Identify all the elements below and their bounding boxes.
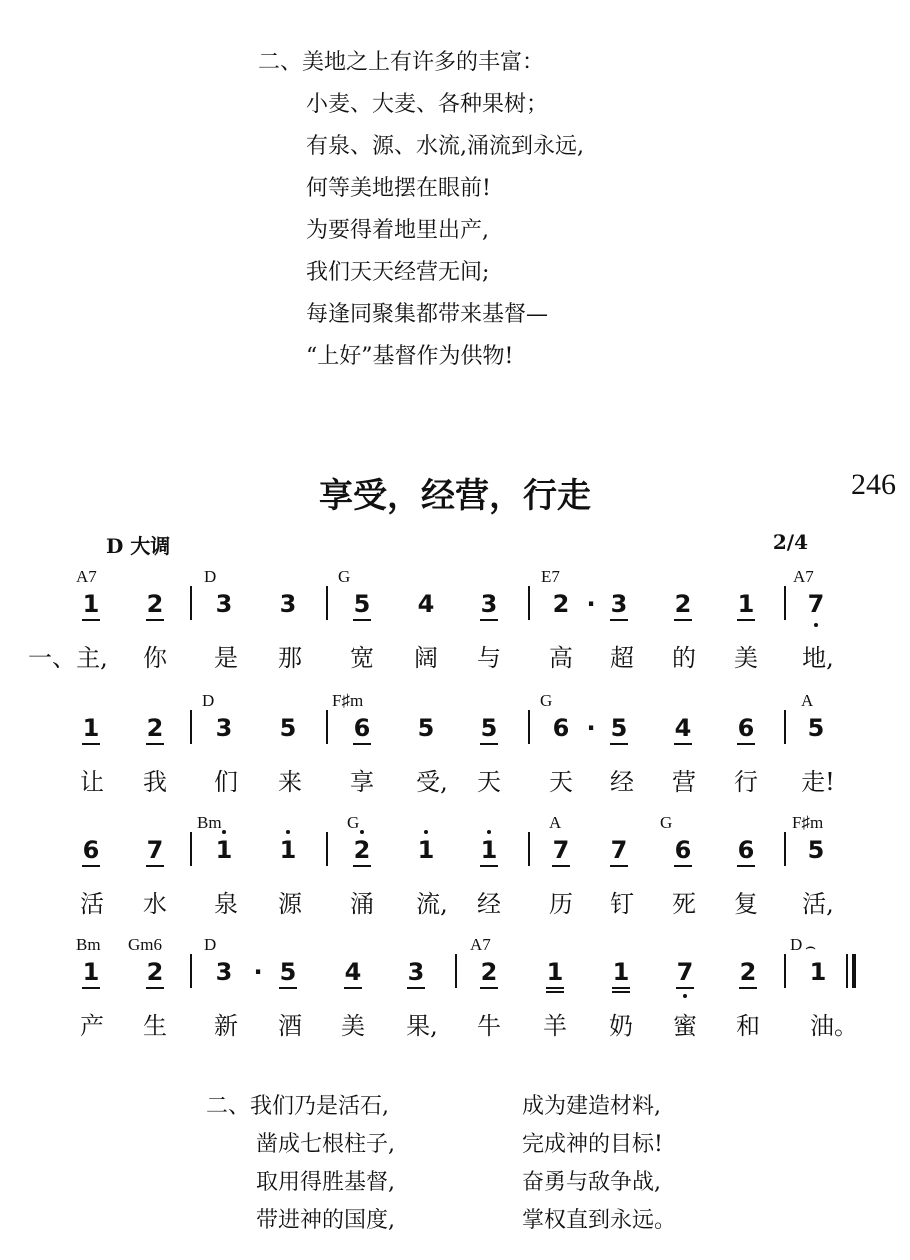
bar-line bbox=[528, 710, 530, 744]
chord-symbol: G bbox=[347, 813, 360, 832]
lyric-syllable: 产 bbox=[80, 1012, 104, 1040]
jianpu-note: 1 bbox=[809, 958, 827, 986]
chord-symbol: D bbox=[204, 567, 217, 586]
stanza-line: 每逢同聚集都带来基督— bbox=[306, 302, 549, 327]
stanza-line-right: 完成神的目标! bbox=[522, 1132, 663, 1157]
jianpu-note: 1 bbox=[541, 958, 569, 986]
bar-line bbox=[190, 954, 192, 988]
chord-symbol: D bbox=[204, 935, 217, 954]
jianpu-note: 5 bbox=[274, 958, 302, 986]
lyric-syllable: 蜜 bbox=[673, 1012, 697, 1040]
stanza-line-right: 奋勇与敌争战, bbox=[522, 1170, 661, 1195]
stanza-line: 我们天天经营无间; bbox=[306, 260, 490, 285]
stanza-line: 为要得着地里出产, bbox=[306, 218, 489, 243]
dotted-rhythm-dot: · bbox=[253, 958, 263, 986]
hymn-title: 享受，经营，行走 bbox=[319, 476, 591, 516]
jianpu-note: 7 bbox=[141, 836, 169, 864]
jianpu-note: 5 bbox=[279, 714, 297, 742]
stanza-line-left: 取用得胜基督, bbox=[256, 1170, 395, 1195]
jianpu-note: 3 bbox=[605, 590, 633, 618]
bar-line bbox=[190, 710, 192, 744]
stanza-line: “上好”基督作为供物! bbox=[306, 344, 514, 369]
lyric-syllable: 羊 bbox=[543, 1012, 567, 1040]
bar-line bbox=[190, 832, 192, 866]
stanza-line: 二、美地之上有许多的丰富： bbox=[258, 50, 545, 75]
fermata-icon: ⌢ bbox=[805, 937, 817, 956]
jianpu-note: 5 bbox=[807, 836, 825, 864]
chord-symbol: A bbox=[801, 691, 814, 710]
jianpu-note: 2 bbox=[141, 958, 169, 986]
lyric-syllable: 受, bbox=[416, 768, 448, 796]
jianpu-note: 6 bbox=[348, 714, 376, 742]
final-bar-thick bbox=[852, 954, 856, 988]
jianpu-note: 6 bbox=[732, 836, 760, 864]
jianpu-note: 1 bbox=[77, 714, 105, 742]
lyric-syllable: 的 bbox=[672, 644, 696, 672]
jianpu-note: 6 bbox=[732, 714, 760, 742]
key-signature: D 大调 bbox=[106, 534, 171, 558]
jianpu-note: 6 bbox=[552, 714, 570, 742]
lyric-syllable: 走! bbox=[801, 768, 835, 796]
stanza-line-right: 成为建造材料, bbox=[522, 1094, 661, 1119]
jianpu-note: 3 bbox=[215, 958, 233, 986]
lyric-syllable: 我 bbox=[143, 768, 167, 796]
lyric-syllable: 美 bbox=[341, 1012, 365, 1040]
chord-symbol: E7 bbox=[541, 567, 560, 586]
jianpu-note: 2 bbox=[734, 958, 762, 986]
lyric-syllable: 阔 bbox=[414, 644, 438, 672]
lyric-syllable: 泉 bbox=[214, 890, 238, 918]
chord-symbol: A7 bbox=[793, 567, 814, 586]
lyric-syllable: 地, bbox=[802, 644, 834, 672]
chord-symbol: G bbox=[540, 691, 553, 710]
lyric-syllable: 经 bbox=[477, 890, 501, 918]
jianpu-note: 1 bbox=[412, 836, 440, 864]
bar-line bbox=[528, 832, 530, 866]
lyric-syllable: 牛 bbox=[477, 1012, 501, 1040]
chord-symbol: D bbox=[790, 935, 803, 954]
dotted-rhythm-dot: · bbox=[586, 590, 596, 618]
jianpu-note: 1 bbox=[475, 836, 503, 864]
jianpu-note: 3 bbox=[279, 590, 297, 618]
jianpu-note: 6 bbox=[669, 836, 697, 864]
chord-symbol: D bbox=[202, 691, 215, 710]
lyric-syllable: 天 bbox=[477, 768, 501, 796]
lyric-syllable: 涌 bbox=[350, 890, 374, 918]
lyric-syllable: 那 bbox=[278, 644, 302, 672]
bar-line bbox=[326, 710, 328, 744]
jianpu-note: 2 bbox=[141, 714, 169, 742]
lyric-syllable: 新 bbox=[214, 1012, 238, 1040]
stanza-line-left: 凿成七根柱子, bbox=[256, 1132, 395, 1157]
lyric-syllable: 钉 bbox=[610, 890, 634, 918]
chord-symbol: A7 bbox=[76, 567, 97, 586]
lyric-syllable: 高 bbox=[549, 644, 573, 672]
jianpu-note: 3 bbox=[215, 714, 233, 742]
chord-symbol: A bbox=[549, 813, 562, 832]
lyric-syllable: 主, bbox=[76, 644, 108, 672]
jianpu-note: 1 bbox=[732, 590, 760, 618]
lyric-syllable: 奶 bbox=[609, 1012, 633, 1040]
lyric-syllable: 让 bbox=[80, 768, 104, 796]
dotted-rhythm-dot: · bbox=[586, 714, 596, 742]
lyric-syllable: 复 bbox=[734, 890, 758, 918]
jianpu-note: 2 bbox=[348, 836, 376, 864]
stanza-line-left: 二、我们乃是活石, bbox=[206, 1094, 389, 1119]
chord-symbol: G bbox=[660, 813, 673, 832]
chord-symbol: G bbox=[338, 567, 351, 586]
bar-line bbox=[326, 832, 328, 866]
jianpu-note: 7 bbox=[547, 836, 575, 864]
jianpu-note: 5 bbox=[605, 714, 633, 742]
lyric-syllable: 宽 bbox=[350, 644, 374, 672]
lyric-syllable: 源 bbox=[278, 890, 302, 918]
jianpu-note: 4 bbox=[339, 958, 367, 986]
lyric-syllable: 来 bbox=[278, 768, 302, 796]
lyric-syllable: 生 bbox=[143, 1012, 167, 1040]
stanza-line-right: 掌权直到永远。 bbox=[522, 1208, 677, 1233]
lyric-syllable: 和 bbox=[736, 1012, 760, 1040]
bar-line bbox=[455, 954, 457, 988]
jianpu-note: 1 bbox=[210, 836, 238, 864]
jianpu-note: 1 bbox=[607, 958, 635, 986]
chord-symbol: F♯m bbox=[792, 813, 824, 832]
jianpu-note: 1 bbox=[77, 958, 105, 986]
jianpu-note: 4 bbox=[417, 590, 435, 618]
lyric-syllable: 死 bbox=[672, 890, 696, 918]
bar-line bbox=[784, 586, 786, 620]
bar-line bbox=[784, 832, 786, 866]
chord-symbol: Gm6 bbox=[128, 935, 162, 954]
hymn-number: 246 bbox=[851, 468, 896, 501]
lyric-syllable: 你 bbox=[143, 644, 167, 672]
lyric-syllable: 超 bbox=[610, 644, 634, 672]
jianpu-note: 7 bbox=[605, 836, 633, 864]
bar-line bbox=[326, 586, 328, 620]
jianpu-note: 3 bbox=[402, 958, 430, 986]
verse-number: 一、 bbox=[28, 644, 76, 672]
jianpu-note: 5 bbox=[348, 590, 376, 618]
jianpu-note: 2 bbox=[475, 958, 503, 986]
jianpu-note: 4 bbox=[669, 714, 697, 742]
jianpu-note: 3 bbox=[215, 590, 233, 618]
bar-line bbox=[190, 586, 192, 620]
lyric-syllable: 酒 bbox=[278, 1012, 302, 1040]
lyric-syllable: 油。 bbox=[810, 1012, 858, 1040]
chord-symbol: A7 bbox=[470, 935, 491, 954]
lyric-syllable: 行 bbox=[734, 768, 758, 796]
lyric-syllable: 营 bbox=[672, 768, 696, 796]
jianpu-note: 2 bbox=[552, 590, 570, 618]
jianpu-note: 2 bbox=[141, 590, 169, 618]
chord-symbol: F♯m bbox=[332, 691, 364, 710]
lyric-syllable: 活, bbox=[802, 890, 834, 918]
final-bar-thin bbox=[846, 954, 848, 988]
bar-line bbox=[784, 954, 786, 988]
lyric-syllable: 果, bbox=[406, 1012, 438, 1040]
jianpu-note: 2 bbox=[669, 590, 697, 618]
lyric-syllable: 活 bbox=[80, 890, 104, 918]
lyric-syllable: 美 bbox=[734, 644, 758, 672]
chord-symbol: Bm bbox=[197, 813, 222, 832]
stanza-line: 何等美地摆在眼前! bbox=[306, 176, 491, 201]
stanza-line-left: 带进神的国度, bbox=[256, 1208, 395, 1233]
lyric-syllable: 天 bbox=[549, 768, 573, 796]
bar-line bbox=[784, 710, 786, 744]
time-signature: 2/4 bbox=[772, 530, 808, 554]
lyric-syllable: 历 bbox=[549, 890, 573, 918]
lyric-syllable: 们 bbox=[214, 768, 238, 796]
stanza-line: 有泉、源、水流,涌流到永远, bbox=[306, 134, 584, 159]
jianpu-note: 7 bbox=[671, 958, 699, 986]
jianpu-note: 6 bbox=[77, 836, 105, 864]
jianpu-note: 5 bbox=[807, 714, 825, 742]
lyric-syllable: 与 bbox=[477, 644, 501, 672]
lyric-syllable: 享 bbox=[350, 768, 374, 796]
lyric-syllable: 经 bbox=[610, 768, 634, 796]
stanza-line: 小麦、大麦、各种果树； bbox=[306, 92, 549, 117]
bar-line bbox=[528, 586, 530, 620]
jianpu-note: 7 bbox=[802, 590, 830, 618]
jianpu-note: 1 bbox=[77, 590, 105, 618]
lyric-syllable: 流, bbox=[416, 890, 448, 918]
chord-symbol: Bm bbox=[76, 935, 101, 954]
jianpu-note: 5 bbox=[475, 714, 503, 742]
jianpu-note: 1 bbox=[274, 836, 302, 864]
lyric-syllable: 是 bbox=[214, 644, 238, 672]
jianpu-note: 5 bbox=[417, 714, 435, 742]
jianpu-note: 3 bbox=[475, 590, 503, 618]
lyric-syllable: 水 bbox=[143, 890, 167, 918]
